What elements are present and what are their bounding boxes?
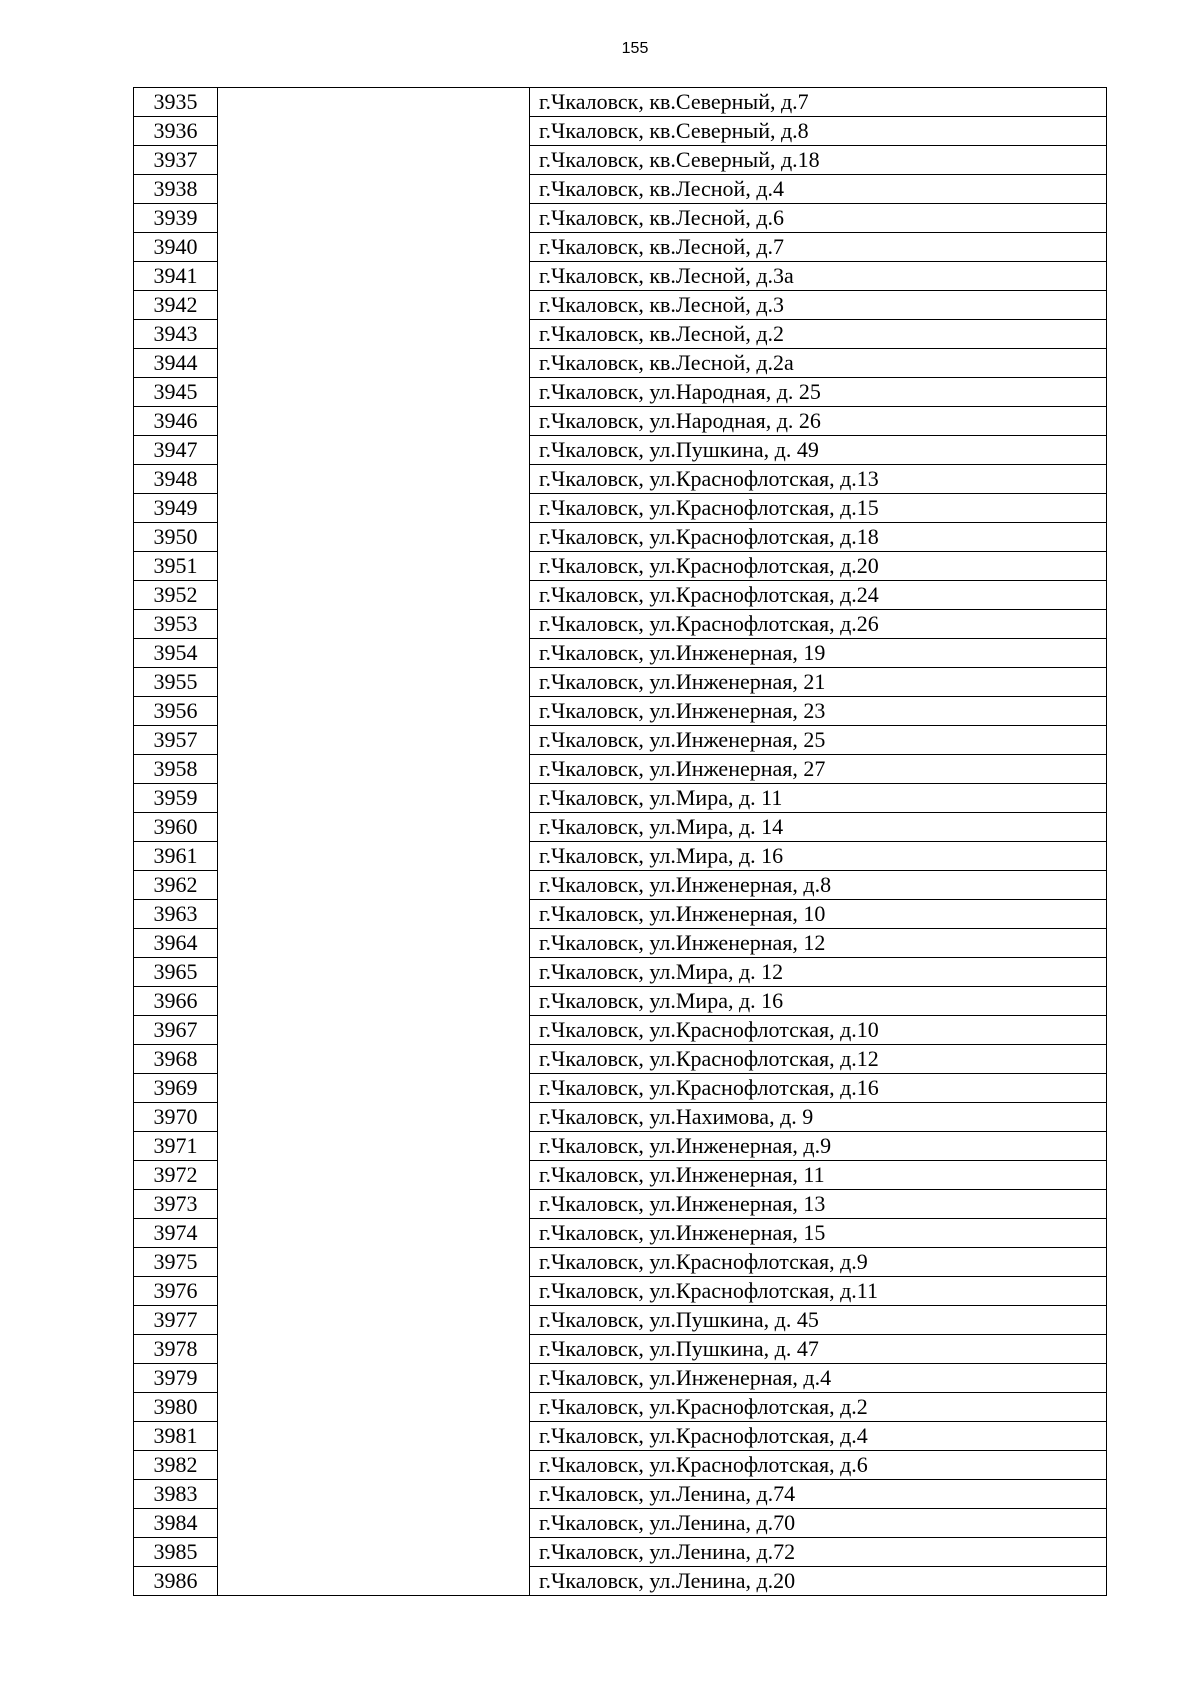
- empty-cell: [218, 1103, 530, 1132]
- row-number-cell: 3978: [134, 1335, 218, 1364]
- address-cell: г.Чкаловск, ул.Инженерная, 15: [530, 1219, 1107, 1248]
- address-cell: г.Чкаловск, ул.Народная, д. 26: [530, 407, 1107, 436]
- address-cell: г.Чкаловск, ул.Пушкина, д. 45: [530, 1306, 1107, 1335]
- table-row: [134, 523, 1107, 552]
- empty-cell: [218, 1248, 530, 1277]
- address-cell: г.Чкаловск, кв.Лесной, д.6: [530, 204, 1107, 233]
- empty-cell: [218, 436, 530, 465]
- empty-cell: [218, 1451, 530, 1480]
- row-number-cell: 3942: [134, 291, 218, 320]
- empty-cell: [218, 726, 530, 755]
- address-cell: г.Чкаловск, ул.Мира, д. 16: [530, 842, 1107, 871]
- empty-cell: [218, 175, 530, 204]
- address-cell: г.Чкаловск, ул.Ленина, д.72: [530, 1538, 1107, 1567]
- table-row: [134, 1364, 1107, 1393]
- empty-cell: [218, 900, 530, 929]
- empty-cell: [218, 407, 530, 436]
- empty-cell: [218, 1132, 530, 1161]
- page-number: 155: [621, 40, 649, 57]
- table-row: [134, 117, 1107, 146]
- row-number-cell: 3952: [134, 581, 218, 610]
- row-number-cell: 3965: [134, 958, 218, 987]
- row-number-cell: 3961: [134, 842, 218, 871]
- row-number-cell: 3950: [134, 523, 218, 552]
- empty-cell: [218, 871, 530, 900]
- row-number-cell: 3969: [134, 1074, 218, 1103]
- empty-cell: [218, 117, 530, 146]
- row-number-cell: 3968: [134, 1045, 218, 1074]
- address-cell: г.Чкаловск, ул.Краснофлотская, д.4: [530, 1422, 1107, 1451]
- empty-cell: [218, 552, 530, 581]
- empty-cell: [218, 494, 530, 523]
- address-cell: г.Чкаловск, ул.Мира, д. 12: [530, 958, 1107, 987]
- address-cell: г.Чкаловск, ул.Мира, д. 11: [530, 784, 1107, 813]
- row-number-cell: 3973: [134, 1190, 218, 1219]
- empty-cell: [218, 1074, 530, 1103]
- empty-cell: [218, 523, 530, 552]
- table-row: [134, 1393, 1107, 1422]
- empty-cell: [218, 1219, 530, 1248]
- table-row: [134, 958, 1107, 987]
- empty-cell: [218, 639, 530, 668]
- row-number-cell: 3949: [134, 494, 218, 523]
- address-cell: г.Чкаловск, ул.Инженерная, 21: [530, 668, 1107, 697]
- empty-cell: [218, 1045, 530, 1074]
- address-cell: г.Чкаловск, ул.Инженерная, д.9: [530, 1132, 1107, 1161]
- address-cell: г.Чкаловск, кв.Северный, д.7: [530, 88, 1107, 117]
- table-row: [134, 1538, 1107, 1567]
- address-cell: г.Чкаловск, ул.Краснофлотская, д.26: [530, 610, 1107, 639]
- row-number-cell: 3937: [134, 146, 218, 175]
- address-cell: г.Чкаловск, ул.Ленина, д.70: [530, 1509, 1107, 1538]
- address-cell: г.Чкаловск, ул.Народная, д. 25: [530, 378, 1107, 407]
- table-row: [134, 465, 1107, 494]
- empty-cell: [218, 755, 530, 784]
- row-number-cell: 3948: [134, 465, 218, 494]
- table-row: [134, 900, 1107, 929]
- row-number-cell: 3972: [134, 1161, 218, 1190]
- empty-cell: [218, 668, 530, 697]
- address-cell: г.Чкаловск, ул.Пушкина, д. 49: [530, 436, 1107, 465]
- table-row: [134, 262, 1107, 291]
- address-cell: г.Чкаловск, ул.Мира, д. 16: [530, 987, 1107, 1016]
- table-row: [134, 494, 1107, 523]
- row-number-cell: 3945: [134, 378, 218, 407]
- row-number-cell: 3983: [134, 1480, 218, 1509]
- address-cell: г.Чкаловск, ул.Краснофлотская, д.18: [530, 523, 1107, 552]
- table-row: [134, 1190, 1107, 1219]
- table-row: [134, 1161, 1107, 1190]
- row-number-cell: 3977: [134, 1306, 218, 1335]
- row-number-cell: 3951: [134, 552, 218, 581]
- address-cell: г.Чкаловск, ул.Ленина, д.74: [530, 1480, 1107, 1509]
- address-cell: г.Чкаловск, ул.Инженерная, д.8: [530, 871, 1107, 900]
- table-row: [134, 1132, 1107, 1161]
- row-number-cell: 3935: [134, 88, 218, 117]
- empty-cell: [218, 697, 530, 726]
- empty-cell: [218, 262, 530, 291]
- empty-cell: [218, 378, 530, 407]
- address-cell: г.Чкаловск, ул.Инженерная, 10: [530, 900, 1107, 929]
- table-row: [134, 1045, 1107, 1074]
- empty-cell: [218, 146, 530, 175]
- row-number-cell: 3959: [134, 784, 218, 813]
- row-number-cell: 3985: [134, 1538, 218, 1567]
- table-row: [134, 204, 1107, 233]
- address-cell: г.Чкаловск, ул.Краснофлотская, д.11: [530, 1277, 1107, 1306]
- empty-cell: [218, 1480, 530, 1509]
- address-cell: г.Чкаловск, кв.Лесной, д.2: [530, 320, 1107, 349]
- address-cell: г.Чкаловск, ул.Краснофлотская, д.20: [530, 552, 1107, 581]
- address-cell: г.Чкаловск, кв.Северный, д.18: [530, 146, 1107, 175]
- row-number-cell: 3938: [134, 175, 218, 204]
- empty-cell: [218, 465, 530, 494]
- empty-cell: [218, 1306, 530, 1335]
- empty-cell: [218, 1364, 530, 1393]
- row-number-cell: 3964: [134, 929, 218, 958]
- empty-cell: [218, 813, 530, 842]
- row-number-cell: 3981: [134, 1422, 218, 1451]
- table-row: [134, 291, 1107, 320]
- empty-cell: [218, 581, 530, 610]
- row-number-cell: 3962: [134, 871, 218, 900]
- table-row: [134, 320, 1107, 349]
- empty-cell: [218, 1422, 530, 1451]
- address-cell: г.Чкаловск, ул.Краснофлотская, д.13: [530, 465, 1107, 494]
- table-row: [134, 1567, 1107, 1596]
- table-row: [134, 726, 1107, 755]
- address-cell: г.Чкаловск, кв.Лесной, д.3а: [530, 262, 1107, 291]
- row-number-cell: 3982: [134, 1451, 218, 1480]
- row-number-cell: 3939: [134, 204, 218, 233]
- empty-cell: [218, 1277, 530, 1306]
- table-row: [134, 755, 1107, 784]
- row-number-cell: 3966: [134, 987, 218, 1016]
- row-number-cell: 3976: [134, 1277, 218, 1306]
- table-row: [134, 581, 1107, 610]
- empty-cell: [218, 1538, 530, 1567]
- address-cell: г.Чкаловск, ул.Инженерная, 25: [530, 726, 1107, 755]
- address-cell: г.Чкаловск, ул.Краснофлотская, д.12: [530, 1045, 1107, 1074]
- row-number-cell: 3936: [134, 117, 218, 146]
- address-cell: г.Чкаловск, кв.Лесной, д.7: [530, 233, 1107, 262]
- row-number-cell: 3986: [134, 1567, 218, 1596]
- table-row: [134, 1451, 1107, 1480]
- table-row: [134, 871, 1107, 900]
- address-table: [133, 87, 1107, 1596]
- row-number-cell: 3953: [134, 610, 218, 639]
- empty-cell: [218, 784, 530, 813]
- row-number-cell: 3963: [134, 900, 218, 929]
- address-cell: г.Чкаловск, ул.Инженерная, 27: [530, 755, 1107, 784]
- row-number-cell: 3974: [134, 1219, 218, 1248]
- empty-cell: [218, 1393, 530, 1422]
- address-cell: г.Чкаловск, ул.Краснофлотская, д.24: [530, 581, 1107, 610]
- table-row: [134, 639, 1107, 668]
- table-row: [134, 146, 1107, 175]
- empty-cell: [218, 204, 530, 233]
- table-row: [134, 1335, 1107, 1364]
- address-cell: г.Чкаловск, кв.Северный, д.8: [530, 117, 1107, 146]
- address-cell: г.Чкаловск, кв.Лесной, д.2а: [530, 349, 1107, 378]
- row-number-cell: 3955: [134, 668, 218, 697]
- table-row: [134, 813, 1107, 842]
- row-number-cell: 3984: [134, 1509, 218, 1538]
- table-row: [134, 987, 1107, 1016]
- table-row: [134, 697, 1107, 726]
- table-row: [134, 929, 1107, 958]
- table-row: [134, 378, 1107, 407]
- address-cell: г.Чкаловск, ул.Инженерная, 23: [530, 697, 1107, 726]
- row-number-cell: 3956: [134, 697, 218, 726]
- empty-cell: [218, 929, 530, 958]
- table-row: [134, 1219, 1107, 1248]
- table-row: [134, 1277, 1107, 1306]
- empty-cell: [218, 349, 530, 378]
- address-cell: г.Чкаловск, ул.Инженерная, д.4: [530, 1364, 1107, 1393]
- table-row: [134, 1103, 1107, 1132]
- table-row: [134, 610, 1107, 639]
- address-cell: г.Чкаловск, ул.Мира, д. 14: [530, 813, 1107, 842]
- table-row: [134, 842, 1107, 871]
- table-row: [134, 1306, 1107, 1335]
- row-number-cell: 3958: [134, 755, 218, 784]
- table-row: [134, 1016, 1107, 1045]
- row-number-cell: 3960: [134, 813, 218, 842]
- empty-cell: [218, 320, 530, 349]
- row-number-cell: 3943: [134, 320, 218, 349]
- row-number-cell: 3970: [134, 1103, 218, 1132]
- table-row: [134, 668, 1107, 697]
- address-table-body: [134, 88, 1107, 1596]
- empty-cell: [218, 842, 530, 871]
- table-row: [134, 784, 1107, 813]
- row-number-cell: 3954: [134, 639, 218, 668]
- table-row: [134, 175, 1107, 204]
- row-number-cell: 3946: [134, 407, 218, 436]
- table-row: [134, 233, 1107, 262]
- address-cell: г.Чкаловск, ул.Краснофлотская, д.6: [530, 1451, 1107, 1480]
- row-number-cell: 3940: [134, 233, 218, 262]
- empty-cell: [218, 1161, 530, 1190]
- row-number-cell: 3967: [134, 1016, 218, 1045]
- address-cell: г.Чкаловск, ул.Инженерная, 11: [530, 1161, 1107, 1190]
- empty-cell: [218, 987, 530, 1016]
- address-cell: г.Чкаловск, ул.Краснофлотская, д.16: [530, 1074, 1107, 1103]
- table-row: [134, 1422, 1107, 1451]
- empty-cell: [218, 291, 530, 320]
- row-number-cell: 3947: [134, 436, 218, 465]
- table-row: [134, 436, 1107, 465]
- address-cell: г.Чкаловск, ул.Инженерная, 19: [530, 639, 1107, 668]
- table-row: [134, 349, 1107, 378]
- table-row: [134, 1248, 1107, 1277]
- row-number-cell: 3979: [134, 1364, 218, 1393]
- table-row: [134, 1480, 1107, 1509]
- empty-cell: [218, 1567, 530, 1596]
- table-row: [134, 407, 1107, 436]
- empty-cell: [218, 1335, 530, 1364]
- table-row: [134, 1074, 1107, 1103]
- empty-cell: [218, 88, 530, 117]
- address-cell: г.Чкаловск, кв.Лесной, д.4: [530, 175, 1107, 204]
- table-row: [134, 1509, 1107, 1538]
- address-cell: г.Чкаловск, ул.Краснофлотская, д.10: [530, 1016, 1107, 1045]
- address-cell: г.Чкаловск, ул.Пушкина, д. 47: [530, 1335, 1107, 1364]
- empty-cell: [218, 233, 530, 262]
- empty-cell: [218, 610, 530, 639]
- row-number-cell: 3941: [134, 262, 218, 291]
- row-number-cell: 3971: [134, 1132, 218, 1161]
- empty-cell: [218, 1509, 530, 1538]
- row-number-cell: 3980: [134, 1393, 218, 1422]
- table-row: [134, 552, 1107, 581]
- address-cell: г.Чкаловск, ул.Нахимова, д. 9: [530, 1103, 1107, 1132]
- address-cell: г.Чкаловск, ул.Краснофлотская, д.2: [530, 1393, 1107, 1422]
- address-cell: г.Чкаловск, ул.Краснофлотская, д.9: [530, 1248, 1107, 1277]
- address-cell: г.Чкаловск, ул.Инженерная, 12: [530, 929, 1107, 958]
- table-row: [134, 88, 1107, 117]
- address-cell: г.Чкаловск, ул.Инженерная, 13: [530, 1190, 1107, 1219]
- row-number-cell: 3957: [134, 726, 218, 755]
- address-cell: г.Чкаловск, кв.Лесной, д.3: [530, 291, 1107, 320]
- row-number-cell: 3944: [134, 349, 218, 378]
- empty-cell: [218, 958, 530, 987]
- empty-cell: [218, 1190, 530, 1219]
- row-number-cell: 3975: [134, 1248, 218, 1277]
- empty-cell: [218, 1016, 530, 1045]
- address-cell: г.Чкаловск, ул.Ленина, д.20: [530, 1567, 1107, 1596]
- address-cell: г.Чкаловск, ул.Краснофлотская, д.15: [530, 494, 1107, 523]
